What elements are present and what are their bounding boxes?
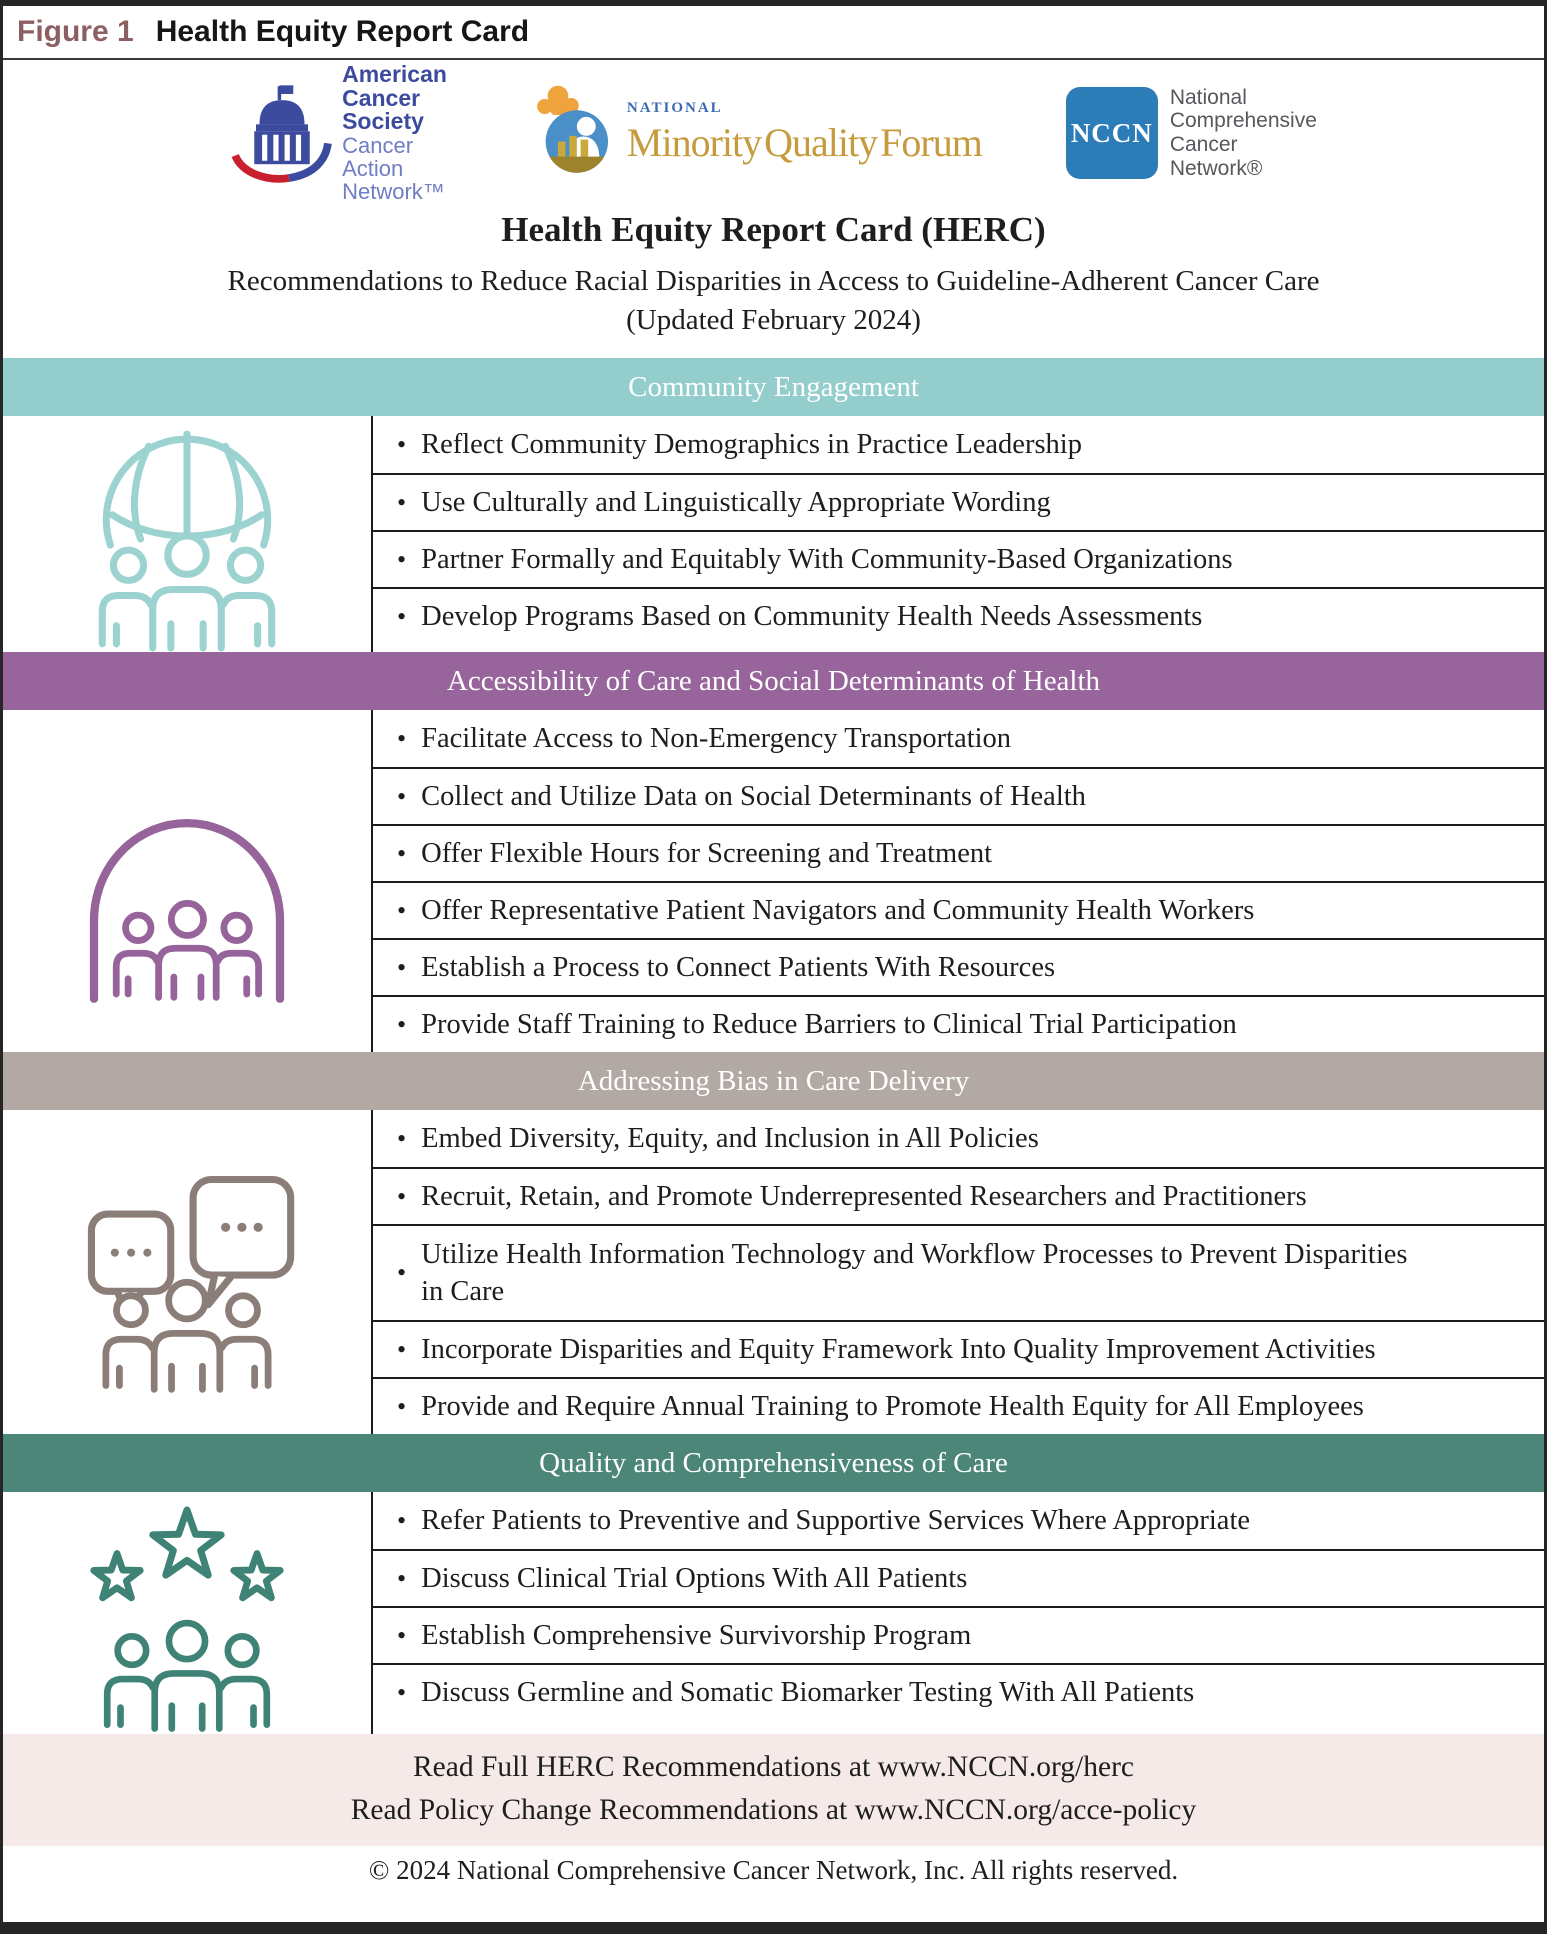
nccn-logo-text	[1170, 86, 1317, 180]
nmqf-name: Minority Quality Forum	[626, 120, 982, 165]
recommendation-item	[373, 1167, 1544, 1224]
recommendation-text: • Refer Patients to Preventive and Supportive Services Where Appropriate	[421, 1505, 1251, 1537]
recommendation-text: • Use Culturally and Linguistically Appropriate Wording	[421, 487, 1051, 519]
capitol-dome-icon	[230, 74, 334, 192]
nmqf-logo-text	[627, 100, 982, 166]
acs-text-line: American	[342, 61, 447, 88]
section-rows	[373, 1492, 1544, 1734]
recommendation-item	[373, 1320, 1544, 1377]
footer-link-herc: Read Full HERC Recommendations at www.NCCN.org/herc	[412, 1751, 1135, 1784]
recommendation-item	[373, 1663, 1544, 1720]
copyright: © 2024 National Comprehensive Cancer Network, Inc. All rights reserved.	[368, 1854, 1179, 1885]
recommendation-item	[373, 995, 1544, 1052]
section-addressing-bias	[3, 1110, 1544, 1434]
section-header-quality: Quality and Comprehensiveness of Care	[3, 1434, 1544, 1492]
recommendation-item	[373, 473, 1544, 530]
nccn-text-line: Cancer	[1169, 133, 1238, 156]
recommendation-item	[373, 1606, 1544, 1663]
page-subtitle	[3, 262, 1544, 340]
nccn-text-line: National	[1169, 85, 1247, 109]
puzzle-globe-icon	[531, 81, 617, 185]
section-rows	[373, 710, 1544, 1052]
acs-text-line: Cancer	[342, 132, 414, 158]
acs-text-line: Network™	[342, 178, 445, 204]
acs-text-line: Cancer	[342, 84, 421, 111]
recommendation-text: • Incorporate Disparities and Equity Framework Into Quality Improvement Activities	[421, 1334, 1376, 1366]
figure-label: Figure 1	[17, 15, 134, 48]
figure-title: Health Equity Report Card	[155, 15, 530, 48]
nccn-text-line: Network®	[1169, 156, 1263, 180]
acs-text-line: Society	[342, 108, 424, 135]
footer-links	[3, 1734, 1544, 1846]
recommendation-text: • Discuss Germline and Somatic Biomarker Testing With All Patients	[421, 1677, 1195, 1709]
section-header-accessibility: Accessibility of Care and Social Determinants of Health	[3, 652, 1544, 710]
recommendation-item	[373, 1377, 1544, 1434]
recommendation-item	[373, 587, 1544, 644]
herc-table	[3, 358, 1544, 1734]
subtitle-line1: Recommendations to Reduce Racial Disparities in Access to Guideline-Adherent Cancer Care	[227, 265, 1320, 297]
recommendation-text: • Partner Formally and Equitably With Community-Based Organizations	[421, 544, 1233, 576]
nccn-text-line: Comprehensive	[1169, 109, 1317, 133]
recommendation-item	[373, 824, 1544, 881]
recommendation-text: • Embed Diversity, Equity, and Inclusion in All Policies	[421, 1123, 1039, 1155]
section-rows	[373, 416, 1544, 652]
quality-icon-cell	[3, 1492, 373, 1734]
logo-row	[3, 60, 1544, 204]
recommendation-item	[373, 881, 1544, 938]
recommendation-text: • Utilize Health Information Technology and Workflow Processes to Prevent Disparities in Care	[421, 1239, 1408, 1308]
acs-text-line: Action	[342, 155, 404, 181]
nmqf-logo	[531, 81, 982, 185]
recommendation-item	[373, 1224, 1544, 1320]
recommendation-text: • Reflect Community Demographics in Practice Leadership	[421, 429, 1082, 461]
addressing-bias-icon-cell	[3, 1110, 373, 1434]
section-header-addressing-bias: Addressing Bias in Care Delivery	[3, 1052, 1544, 1110]
section-quality	[3, 1492, 1544, 1734]
dome-people-icon	[63, 756, 311, 1006]
accessibility-icon-cell	[3, 710, 373, 1052]
speech-bubbles-people-icon	[63, 1149, 311, 1395]
nmqf-national-label: NATIONAL	[626, 100, 723, 116]
recommendation-text: • Facilitate Access to Non-Emergency Transportation	[421, 723, 1012, 755]
section-header-community-engagement: Community Engagement	[3, 358, 1544, 416]
recommendation-item	[373, 1549, 1544, 1606]
acs-can-logo-text	[342, 63, 447, 203]
bottom-border	[3, 1922, 1544, 1931]
acs-can-logo	[230, 63, 447, 203]
footer-link-policy: Read Policy Change Recommendations at www.NCCN.org/acce-policy	[350, 1794, 1197, 1827]
recommendation-item	[373, 1110, 1544, 1167]
recommendation-item	[373, 710, 1544, 767]
stars-people-icon	[63, 1492, 311, 1734]
recommendation-text: • Develop Programs Based on Community Health Needs Assessments	[421, 601, 1203, 633]
recommendation-text: • Establish a Process to Connect Patients With Resources	[421, 952, 1056, 984]
recommendation-text: • Provide and Require Annual Training to Promote Health Equity for All Employees	[421, 1391, 1364, 1423]
recommendation-text: • Provide Staff Training to Reduce Barriers to Clinical Trial Participation	[421, 1009, 1237, 1041]
recommendation-item	[373, 416, 1544, 473]
section-rows	[373, 1110, 1544, 1434]
recommendation-text: • Establish Comprehensive Survivorship Program	[421, 1620, 972, 1652]
figure-caption	[3, 6, 1544, 60]
recommendation-item	[373, 1492, 1544, 1549]
recommendation-text: • Recruit, Retain, and Promote Underrepresented Researchers and Practitioners	[421, 1181, 1307, 1213]
recommendation-text: • Collect and Utilize Data on Social Determinants of Health	[421, 781, 1086, 813]
page-title: Health Equity Report Card (HERC)	[501, 210, 1046, 249]
subtitle-line2: (Updated February 2024)	[626, 304, 921, 337]
recommendation-text: • Discuss Clinical Trial Options With All Patients	[421, 1563, 968, 1595]
recommendation-text: • Offer Representative Patient Navigators and Community Health Workers	[421, 895, 1255, 927]
nccn-logo	[1066, 86, 1317, 180]
community-engagement-icon-cell	[3, 416, 373, 652]
nccn-badge: NCCN	[1066, 87, 1158, 179]
section-accessibility	[3, 710, 1544, 1052]
recommendation-text: • Offer Flexible Hours for Screening and Treatment	[421, 838, 993, 870]
globe-people-icon	[63, 416, 311, 652]
recommendation-item	[373, 938, 1544, 995]
recommendation-item	[373, 767, 1544, 824]
section-community-engagement	[3, 416, 1544, 652]
recommendation-item	[373, 530, 1544, 587]
